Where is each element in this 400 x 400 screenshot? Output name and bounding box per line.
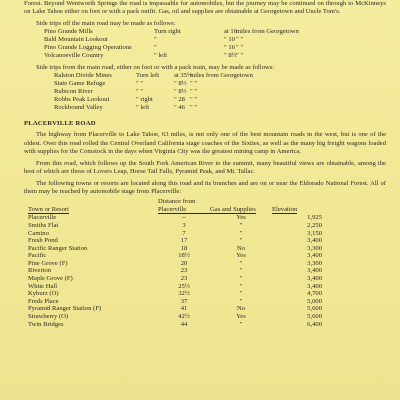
- sidetrip-suffix: " ": [190, 80, 198, 88]
- elevation: 3,400: [307, 275, 322, 283]
- sidetrip-distance: at 16: [224, 28, 238, 36]
- gas-and-supplies: No: [236, 244, 246, 252]
- distance-from-placerville: 41: [180, 305, 188, 313]
- distance-from-placerville: 23: [180, 275, 188, 283]
- col-header-distance: Distance from Placerville: [158, 198, 210, 214]
- distance-from-placerville: 20: [180, 259, 188, 267]
- towns-table-header: [28, 198, 322, 214]
- table-row: [28, 275, 322, 283]
- elevation: 5,600: [307, 313, 322, 321]
- sidetrip-distance: at 35½: [174, 72, 192, 80]
- distance-from-placerville: --: [181, 214, 187, 222]
- sidetrip-direction: " left: [154, 52, 168, 60]
- table-row: [28, 214, 322, 222]
- pack-sidetrips-list: [24, 72, 386, 112]
- elevation: 3,400: [307, 252, 322, 260]
- sidetrip-direction: " right: [136, 96, 153, 104]
- sidetrip-suffix: miles from Georgetown: [236, 28, 299, 36]
- town-name: Fresh Pond: [28, 237, 58, 245]
- gas-and-supplies: Yes: [236, 252, 246, 260]
- elevation: 2,250: [307, 221, 322, 229]
- col-header-gas: Gas and Supplies: [210, 205, 256, 213]
- table-row: [28, 260, 322, 268]
- sidetrip-name: Bald Mountain Lookout: [44, 36, 108, 44]
- sidetrip-row: [24, 104, 386, 112]
- town-name: Camino: [28, 229, 49, 237]
- sidetrip-suffix: " ": [236, 36, 244, 44]
- sidetrip-row: [24, 96, 386, 104]
- table-row: [28, 267, 322, 275]
- placerville-paragraph-2: From this road, which follows up the South Fork American River to the summit, many beautiful views are obtainable, among the best of which are those of Lovers Leap, Horse Tail Falls, Pyramid Peak, and Mt. Tallac.: [24, 159, 386, 175]
- elevation: 3,300: [307, 259, 322, 267]
- sidetrip-direction: Turn right: [154, 28, 181, 36]
- section-heading-placerville-road: PLACERVILLE ROAD: [24, 120, 96, 128]
- intro-paragraph: Forest. Beyond Wentworth Springs the road is impassable for automobiles, but the journey may be continued on through to McKinneys on Lake Tahoe either on foot or with a pack outfit. Gas, oil and supplies are obtainable at Georgetown and Uncle Tom's.: [24, 0, 386, 16]
- gas-and-supplies: ": [239, 237, 243, 245]
- pack-sidetrips-heading: Side trips from the main road, either on foot or with a pack train, may be made as follows:: [36, 64, 275, 72]
- elevation: 5,600: [307, 305, 322, 313]
- sidetrip-direction: ": [154, 36, 157, 44]
- town-name: Maple Grove (F): [28, 275, 73, 283]
- elevation: 1,925: [307, 214, 322, 222]
- sidetrip-suffix: " ": [190, 104, 198, 112]
- elevation: 6,400: [307, 320, 322, 328]
- distance-from-placerville: 23: [180, 267, 188, 275]
- town-name: Placerville: [28, 214, 57, 222]
- sidetrip-name: Pino Grande Logging Operations: [44, 44, 132, 52]
- table-row: [28, 321, 322, 329]
- main-road-sidetrips-list: [24, 28, 386, 60]
- sidetrip-direction: " ": [136, 80, 144, 88]
- distance-from-placerville: 7: [182, 229, 186, 237]
- distance-from-placerville: 42½: [178, 313, 190, 321]
- placerville-paragraph-3: The following towns or resorts are located along this road and its branches and are on or near the Eldorado National Forest. All of them may be reached by automobile stage from Placerville:: [24, 179, 386, 196]
- sidetrip-suffix: " ": [190, 88, 198, 96]
- table-row: [28, 222, 322, 230]
- sidetrip-row: [24, 52, 386, 60]
- elevation: 3,400: [307, 237, 322, 245]
- gas-and-supplies: ": [239, 290, 243, 298]
- sidetrip-row: [24, 80, 386, 88]
- sidetrip-row: [24, 72, 386, 80]
- elevation: 4,700: [307, 290, 322, 298]
- sidetrip-row: [24, 44, 386, 52]
- sidetrip-name: State Game Refuge: [54, 80, 106, 88]
- sidetrip-direction: Turn left: [136, 72, 160, 80]
- elevation: 3,150: [307, 229, 322, 237]
- gas-and-supplies: ": [239, 267, 243, 275]
- town-name: Kyburz (O): [28, 290, 59, 298]
- sidetrip-name: Rubicon River: [54, 88, 93, 96]
- sidetrip-suffix: " ": [236, 44, 244, 52]
- distance-from-placerville: 25½: [178, 282, 190, 290]
- distance-from-placerville: 17: [180, 237, 188, 245]
- sidetrip-direction: " ": [136, 88, 144, 96]
- sidetrip-row: [24, 88, 386, 96]
- town-name: Riverton: [28, 267, 52, 275]
- sidetrip-distance: " 8½: [174, 88, 187, 96]
- table-row: [28, 245, 322, 253]
- sidetrip-distance: " 16: [224, 44, 235, 52]
- sidetrip-distance: " 28: [174, 96, 185, 104]
- sidetrip-name: Pino Grande Mills: [44, 28, 93, 36]
- sidetrip-distance: " 46: [174, 104, 185, 112]
- gas-and-supplies: Yes: [236, 313, 246, 321]
- table-row: [28, 283, 322, 291]
- gas-and-supplies: ": [239, 320, 243, 328]
- sidetrip-distance: " 10: [224, 36, 235, 44]
- town-name: Smiths Flat: [28, 221, 59, 229]
- towns-table: [28, 198, 322, 328]
- col-header-elevation: Elevation: [272, 205, 298, 213]
- elevation: 3,400: [307, 282, 322, 290]
- town-name: Pacific: [28, 252, 47, 260]
- table-row: [28, 290, 322, 298]
- gas-and-supplies: ": [239, 221, 243, 229]
- sidetrip-name: Ralston Divide Mines: [54, 72, 112, 80]
- town-name: White Hall: [28, 282, 58, 290]
- elevation: 3,400: [307, 267, 322, 275]
- town-name: Freds Place: [28, 297, 59, 305]
- town-name: Twin Bridges: [28, 320, 64, 328]
- sidetrip-name: Rockbound Valley: [54, 104, 103, 112]
- placerville-paragraph-1: The highway from Placerville to Lake Tahoe, 63 miles, is not only one of the best mountain roads in the west, but is one of the oldest. Over this road rolled the Central Overland California stage coaches of the Sixties, as well as the many big freight wagons loaded with supplies for the Comstock in the days when Virginia City was the greatest mining camp in America.: [24, 131, 386, 155]
- sidetrip-distance: " 8½: [224, 52, 237, 60]
- table-row: [28, 305, 322, 313]
- distance-from-placerville: 3: [182, 221, 186, 229]
- gas-and-supplies: Yes: [236, 214, 246, 222]
- main-road-sidetrips-heading: Side trips off the main road may be made as follows:: [36, 20, 176, 28]
- distance-from-placerville: 32½: [178, 290, 190, 298]
- table-row: [28, 237, 322, 245]
- table-row: [28, 252, 322, 260]
- elevation: 3,300: [307, 244, 322, 252]
- sidetrip-suffix: miles from Georgetown: [190, 72, 253, 80]
- gas-and-supplies: ": [239, 229, 243, 237]
- gas-and-supplies: ": [239, 259, 243, 267]
- gas-and-supplies: ": [239, 297, 243, 305]
- distance-from-placerville: 18: [180, 244, 188, 252]
- sidetrip-direction: " left: [136, 104, 150, 112]
- table-row: [28, 298, 322, 306]
- sidetrip-distance: " 8½: [174, 80, 187, 88]
- town-name: Pine Grove (F): [28, 259, 68, 267]
- table-row: [28, 230, 322, 238]
- distance-from-placerville: 44: [180, 320, 188, 328]
- distance-from-placerville: 37: [180, 297, 188, 305]
- gas-and-supplies: ": [239, 275, 243, 283]
- sidetrip-row: [24, 28, 386, 36]
- table-row: [28, 313, 322, 321]
- gas-and-supplies: No: [236, 305, 246, 313]
- gas-and-supplies: ": [239, 282, 243, 290]
- col-header-town: Town or Resort: [28, 205, 69, 213]
- sidetrip-name: Volcanoeville Country: [44, 52, 104, 60]
- town-name: Pyramid Ranger Station (F): [28, 305, 102, 313]
- sidetrip-direction: ": [154, 44, 157, 52]
- sidetrip-suffix: " ": [236, 52, 244, 60]
- distance-from-placerville: 18½: [178, 252, 190, 260]
- sidetrip-name: Robbs Peak Lookout: [54, 96, 110, 104]
- elevation: 5,000: [307, 297, 322, 305]
- sidetrip-row: [24, 36, 386, 44]
- town-name: Strawberry (O): [28, 313, 69, 321]
- town-name: Pacific Ranger Station: [28, 244, 88, 252]
- sidetrip-suffix: " ": [190, 96, 198, 104]
